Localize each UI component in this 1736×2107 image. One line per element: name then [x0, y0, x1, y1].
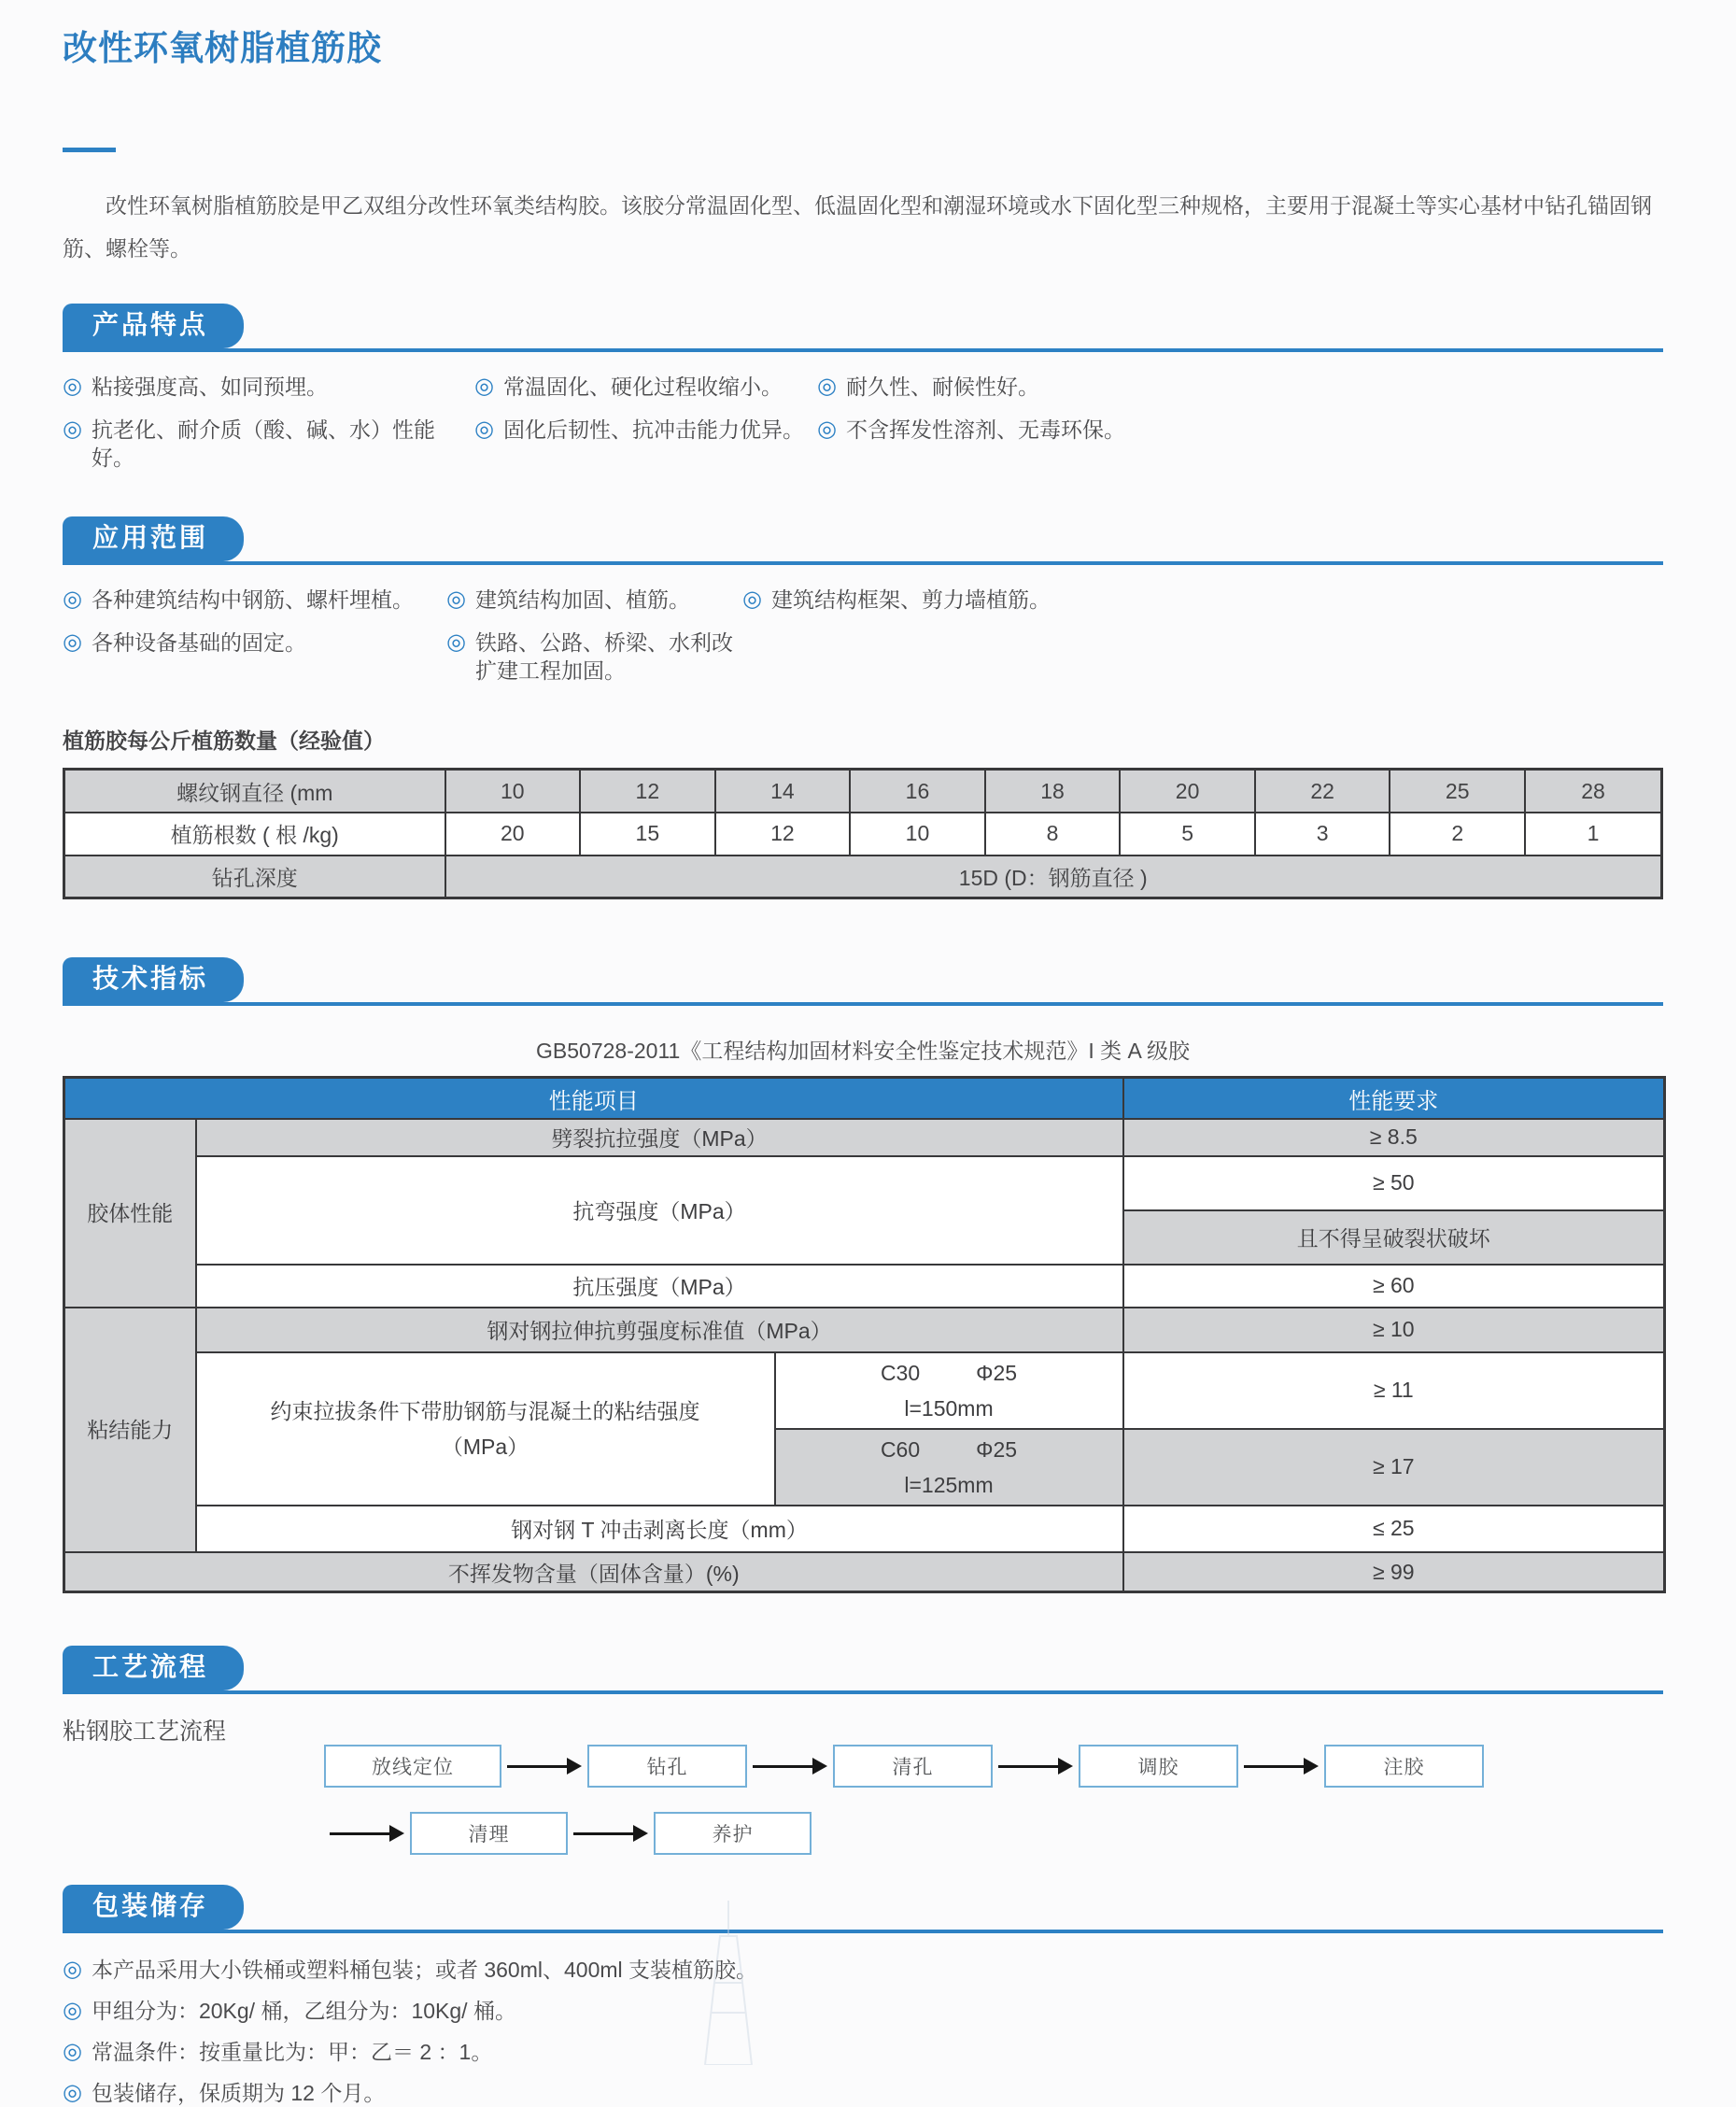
- rebar-depth-row: [64, 856, 1662, 898]
- tech-table: [63, 1076, 1666, 1593]
- rebar-depth-cell: 15D (D：钢筋直径 ): [445, 856, 1662, 898]
- application-text: 建筑结构加固、植筋。: [474, 587, 690, 613]
- application-item: [446, 629, 742, 685]
- rebar-count-cell: 12: [715, 813, 851, 856]
- feature-item: [817, 373, 1663, 401]
- feature-item: [63, 373, 474, 401]
- rebar-count-cell: 2: [1390, 813, 1525, 856]
- tech-row: [64, 1506, 1665, 1552]
- section-header-packaging: [63, 1885, 1663, 1933]
- tech-req-cell: 且不得呈破裂状破坏: [1123, 1210, 1665, 1265]
- double-circle-bullet-icon: ◎: [446, 629, 466, 656]
- rebar-count-cell: 3: [1255, 813, 1390, 856]
- applications-badge: 应用范围: [63, 516, 244, 561]
- tech-group-label: 胶体性能: [64, 1119, 196, 1308]
- tech-req-cell: ≥ 17: [1123, 1429, 1665, 1506]
- tech-row: [64, 1552, 1665, 1592]
- flow-arrow-icon: [330, 1825, 404, 1842]
- double-circle-bullet-icon: ◎: [817, 417, 837, 443]
- feature-text: 固化后韧性、抗冲击能力优异。: [502, 417, 804, 443]
- tech-req-cell: ≥ 99: [1123, 1552, 1665, 1592]
- double-circle-bullet-icon: ◎: [63, 417, 82, 443]
- packaging-text: 包装储存，保质期为 12 个月。: [91, 2081, 386, 2106]
- watermark-building: [668, 1901, 789, 2065]
- tech-badge: 技术指标: [63, 957, 244, 1002]
- section-header-process: [63, 1646, 1663, 1694]
- feature-text: 粘接强度高、如同预埋。: [91, 375, 328, 400]
- rebar-count-cell: 1: [1525, 813, 1662, 856]
- flow-arrow-icon: [998, 1758, 1073, 1775]
- double-circle-bullet-icon: ◎: [742, 587, 762, 613]
- double-circle-bullet-icon: ◎: [63, 1998, 82, 2024]
- feature-item: [474, 416, 817, 472]
- tech-row: [64, 1352, 1665, 1429]
- rebar-diameter-cell: 12: [580, 770, 715, 813]
- packaging-badge: 包装储存: [63, 1885, 244, 1930]
- concrete-grade: C30: [880, 1360, 921, 1385]
- double-circle-bullet-icon: ◎: [817, 374, 837, 400]
- flow-step-box: 清孔: [833, 1745, 993, 1788]
- section-header-applications: [63, 516, 1663, 565]
- rebar-count-row: [64, 813, 1662, 856]
- page-title: 改性环氧树脂植筋胶: [63, 29, 382, 67]
- feature-text: 不含挥发性溶剂、无毒环保。: [845, 417, 1125, 443]
- rebar-diameter-cell: 16: [850, 770, 985, 813]
- title-underline: [63, 148, 116, 152]
- intro-paragraph: 改性环氧树脂植筋胶是甲乙双组分改性环氧类结构胶。该胶分常温固化型、低温固化型和潮湿环境或水下固化型三种规格，主要用于混凝土等实心基材中钻孔锚固钢筋、螺栓等。: [63, 193, 1652, 262]
- concrete-grade: C60: [880, 1436, 921, 1462]
- tech-item-cell: 劈裂抗拉强度（MPa）: [196, 1119, 1123, 1156]
- rebar-count-cell: 8: [985, 813, 1121, 856]
- flow-arrow-icon: [573, 1825, 648, 1842]
- packaging-item: [63, 2038, 1663, 2066]
- application-text: 各种设备基础的固定。: [91, 630, 306, 656]
- packaging-item: [63, 1997, 1663, 2025]
- packaging-item: [63, 2079, 1663, 2107]
- tech-col-req: 性能要求: [1123, 1078, 1665, 1119]
- rebar-diameter-cell: 25: [1390, 770, 1525, 813]
- flow-step-box: 养护: [654, 1812, 812, 1855]
- rebar-diameter-cell: 20: [1120, 770, 1255, 813]
- rebar-count-cell: 15: [580, 813, 715, 856]
- flow-step-box: 清理: [410, 1812, 568, 1855]
- embed-length: l=125mm: [904, 1472, 994, 1497]
- application-text: 建筑结构框架、剪力墙植筋。: [770, 587, 1051, 613]
- section-header-features: [63, 304, 1663, 352]
- tech-item-cell: 不挥发物含量（固体含量）(%): [64, 1552, 1123, 1592]
- tech-req-cell: ≥ 60: [1123, 1265, 1665, 1308]
- double-circle-bullet-icon: ◎: [63, 1957, 82, 1983]
- rebar-count-cell: 5: [1120, 813, 1255, 856]
- features-badge: 产品特点: [63, 304, 244, 348]
- double-circle-bullet-icon: ◎: [63, 374, 82, 400]
- rebar-header-row: [64, 770, 1662, 813]
- application-text: 铁路、公路、桥梁、水利改扩建工程加固。: [474, 630, 733, 684]
- double-circle-bullet-icon: ◎: [474, 417, 494, 443]
- feature-text: 耐久性、耐候性好。: [845, 375, 1039, 400]
- tech-item-line: 约束拉拔条件下带肋钢筋与混凝土的粘结强度: [270, 1398, 700, 1423]
- application-item: [63, 586, 446, 614]
- tech-standard: GB50728-2011《工程结构加固材料安全性鉴定技术规范》I 类 A 级胶: [536, 1039, 1190, 1064]
- tech-header-row: [64, 1078, 1665, 1119]
- packaging-text: 甲组分为：20Kg/ 桶，乙组分为：10Kg/ 桶。: [91, 1999, 516, 2024]
- feature-item: [63, 416, 474, 472]
- flow-step-box: 注胶: [1324, 1745, 1484, 1788]
- double-circle-bullet-icon: ◎: [63, 587, 82, 613]
- packaging-item: [63, 1956, 1663, 1984]
- features-list: [63, 373, 1663, 472]
- feature-text: 抗老化、耐介质（酸、碱、水）性能好。: [91, 417, 435, 471]
- tech-condition-cell: [775, 1352, 1123, 1429]
- bar-diameter: Φ25: [976, 1360, 1018, 1385]
- tech-condition-line: [783, 1432, 1115, 1467]
- packaging-list: [63, 1956, 1663, 2107]
- tech-item-cell: 钢对钢 T 冲击剥离长度（mm）: [196, 1506, 1123, 1552]
- packaging-text: 常温条件：按重量比为：甲：乙＝ 2 ：1。: [91, 2040, 493, 2065]
- rebar-count-cell: 20: [445, 813, 581, 856]
- process-flow-row-1: [324, 1745, 1663, 1788]
- packaging-text: 本产品采用大小铁桶或塑料桶包装；或者 360ml、400ml 支装植筋胶。: [91, 1958, 758, 1983]
- tech-item-cell: 钢对钢拉伸抗剪强度标准值（MPa）: [196, 1308, 1123, 1352]
- double-circle-bullet-icon: ◎: [63, 2039, 82, 2065]
- rebar-diameter-cell: 18: [985, 770, 1121, 813]
- flow-arrow-icon: [1244, 1758, 1319, 1775]
- tech-item-cell: [196, 1352, 775, 1506]
- rebar-count-cell: 10: [850, 813, 985, 856]
- tech-req-cell: ≥ 10: [1123, 1308, 1665, 1352]
- double-circle-bullet-icon: ◎: [63, 2080, 82, 2106]
- tech-group-label: 粘结能力: [64, 1308, 196, 1552]
- applications-list: [63, 586, 1663, 685]
- double-circle-bullet-icon: ◎: [446, 587, 466, 613]
- tech-req-cell: ≥ 50: [1123, 1156, 1665, 1210]
- tech-row: [64, 1308, 1665, 1352]
- embed-length: l=150mm: [904, 1395, 994, 1421]
- tech-col-item: 性能项目: [64, 1078, 1123, 1119]
- rebar-diameter-cell: 10: [445, 770, 581, 813]
- rebar-diameter-cell: 14: [715, 770, 851, 813]
- tech-condition-cell: [775, 1429, 1123, 1506]
- tech-condition-line: [783, 1355, 1115, 1391]
- rebar-table-caption: 植筋胶每公斤植筋数量（经验值）: [63, 728, 385, 754]
- tech-req-cell: ≤ 25: [1123, 1506, 1665, 1552]
- process-flow-label: 粘钢胶工艺流程: [63, 1718, 227, 1746]
- application-item: [742, 586, 1663, 614]
- flow-step-box: 放线定位: [324, 1745, 501, 1788]
- section-header-tech: [63, 957, 1663, 1006]
- process-flow-row-2: [324, 1812, 1663, 1855]
- rebar-diameter-cell: 22: [1255, 770, 1390, 813]
- tech-item-line: （MPa）: [441, 1434, 529, 1459]
- tech-row: [64, 1119, 1665, 1156]
- tech-req-cell: ≥ 11: [1123, 1352, 1665, 1429]
- tech-row: [64, 1265, 1665, 1308]
- process-badge: 工艺流程: [63, 1646, 244, 1690]
- double-circle-bullet-icon: ◎: [474, 374, 494, 400]
- bar-diameter: Φ25: [976, 1436, 1018, 1462]
- tech-item-cell: 抗弯强度（MPa）: [196, 1156, 1123, 1265]
- double-circle-bullet-icon: ◎: [63, 629, 82, 656]
- feature-text: 常温固化、硬化过程收缩小。: [502, 375, 783, 400]
- flow-step-box: 钻孔: [587, 1745, 747, 1788]
- application-text: 各种建筑结构中钢筋、螺杆埋植。: [91, 587, 414, 613]
- rebar-row-label: 螺纹钢直径 (mm: [64, 770, 445, 813]
- application-item: [63, 629, 446, 685]
- tech-item-cell: 抗压强度（MPa）: [196, 1265, 1123, 1308]
- rebar-row-label: 钻孔深度: [64, 856, 445, 898]
- rebar-row-label: 植筋根数 ( 根 /kg): [64, 813, 445, 856]
- flow-arrow-icon: [507, 1758, 582, 1775]
- application-item: [446, 586, 742, 614]
- flow-step-box: 调胶: [1079, 1745, 1238, 1788]
- tech-req-cell: ≥ 8.5: [1123, 1119, 1665, 1156]
- feature-item: [817, 416, 1663, 472]
- rebar-table: [63, 768, 1663, 899]
- feature-item: [474, 373, 817, 401]
- rebar-diameter-cell: 28: [1525, 770, 1662, 813]
- flow-arrow-icon: [753, 1758, 827, 1775]
- tech-row: [64, 1156, 1665, 1210]
